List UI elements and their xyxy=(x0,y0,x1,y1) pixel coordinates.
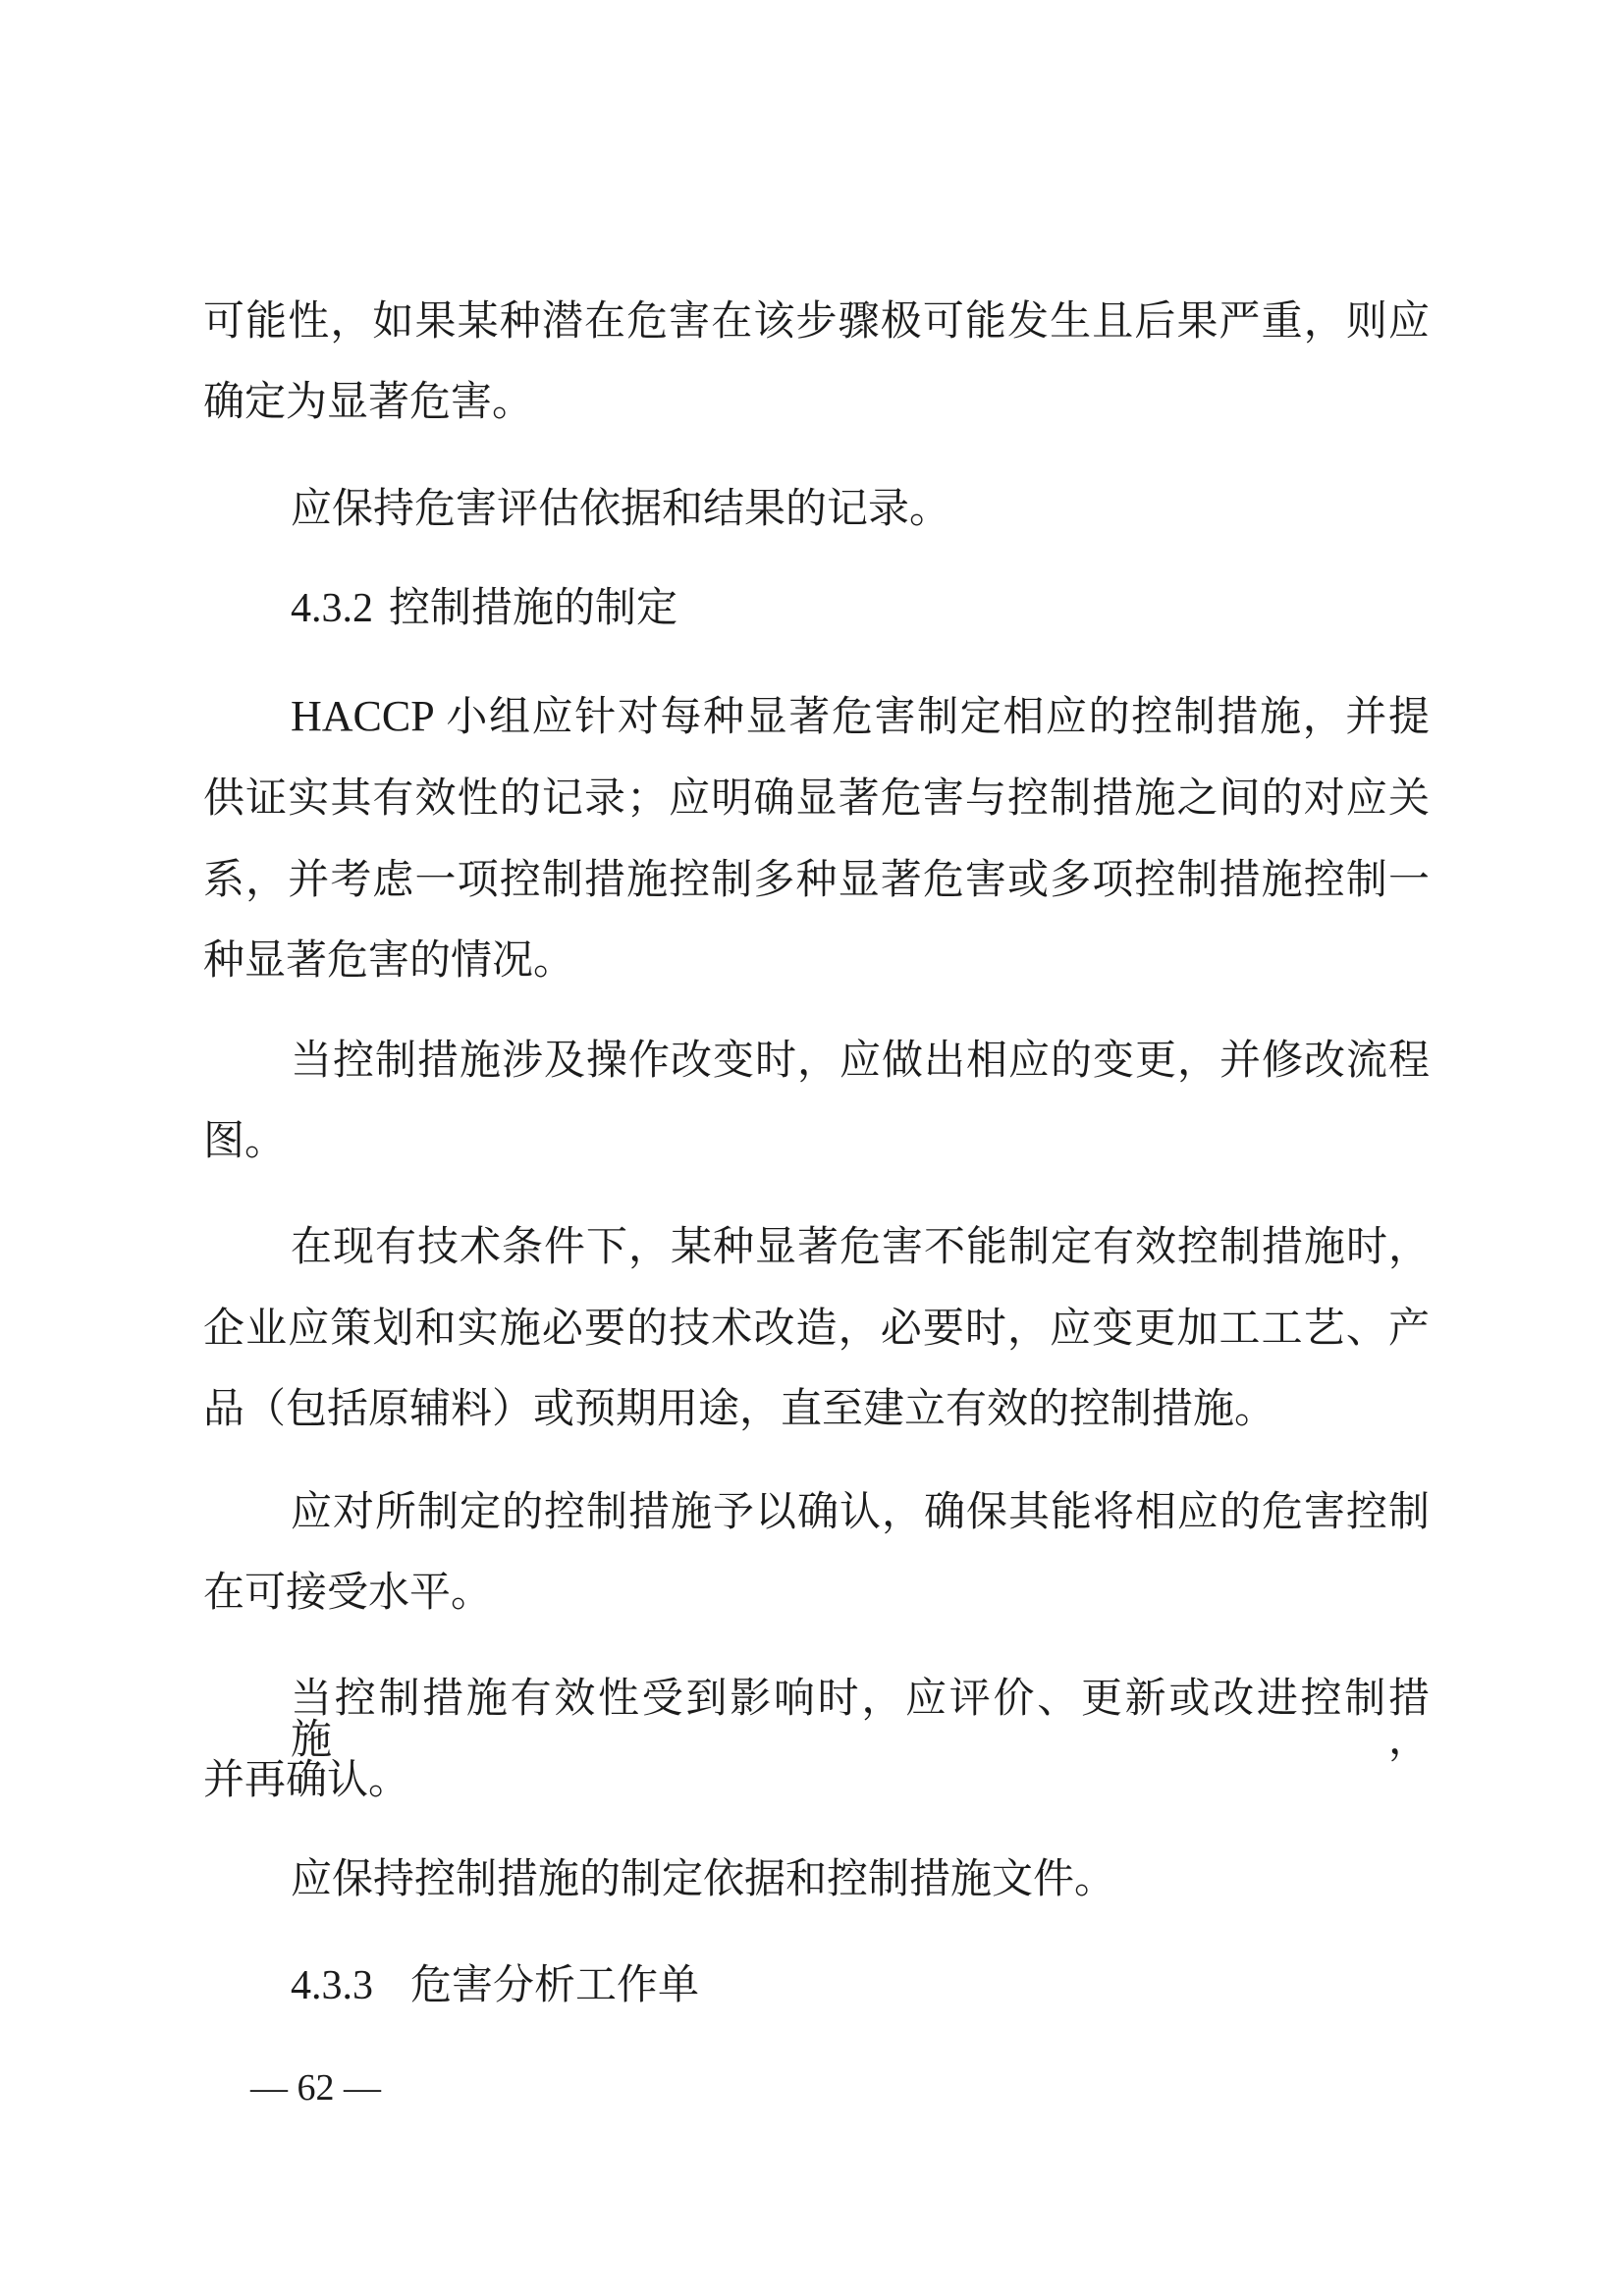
section-title: 控制措施的制定 xyxy=(389,583,678,631)
paragraph-line: 品（包括原辅料）或预期用途，直至建立有效的控制措施。 xyxy=(203,1384,1276,1432)
paragraph-line: 企业应策划和实施必要的技术改造，必要时，应变更加工工艺、产 xyxy=(203,1304,1430,1352)
paragraph-line: 当控制措施有效性受到影响时，应评价、更新或改进控制措施， xyxy=(291,1674,1430,1763)
paragraph-line: 确定为显著危害。 xyxy=(203,377,534,425)
paragraph-line: 系，并考虑一项控制措施控制多种显著危害或多项控制措施控制一 xyxy=(203,855,1430,903)
paragraph-line: 应保持控制措施的制定依据和控制措施文件。 xyxy=(291,1854,1116,1902)
paragraph-line: 并再确认。 xyxy=(203,1755,410,1803)
paragraph-line xyxy=(291,692,1430,740)
section-heading-4-3-2 xyxy=(291,583,1430,631)
paragraph-line: 当控制措施涉及操作改变时，应做出相应的变更，并修改流程 xyxy=(291,1036,1430,1084)
paragraph-line-text: 小组应针对每种显著危害制定相应的控制措施，并提 xyxy=(444,692,1430,740)
section-number: 4.3.3 xyxy=(291,1963,373,2008)
paragraph-line: 供证实其有效性的记录；应明确显著危害与控制措施之间的对应关 xyxy=(203,774,1430,822)
paragraph-line: 图。 xyxy=(203,1116,287,1164)
paragraph-line: 可能性，如果某种潜在危害在该步骤极可能发生且后果严重，则应 xyxy=(203,296,1430,345)
section-number: 4.3.2 xyxy=(291,586,373,631)
paragraph-line: 种显著危害的情况。 xyxy=(203,935,575,984)
haccp-term: HACCP xyxy=(291,692,435,740)
section-title: 危害分析工作单 xyxy=(410,1960,700,2008)
paragraph-line: 在可接受水平。 xyxy=(203,1568,493,1616)
paragraph-line: 在现有技术条件下，某种显著危害不能制定有效控制措施时， xyxy=(291,1222,1430,1270)
page-number: — 62 — xyxy=(250,2067,381,2109)
paragraph-line: 应对所制定的控制措施予以确认，确保其能将相应的危害控制 xyxy=(291,1487,1430,1535)
paragraph-line: 应保持危害评估依据和结果的记录。 xyxy=(291,484,951,532)
section-heading-4-3-3 xyxy=(291,1960,1430,2008)
